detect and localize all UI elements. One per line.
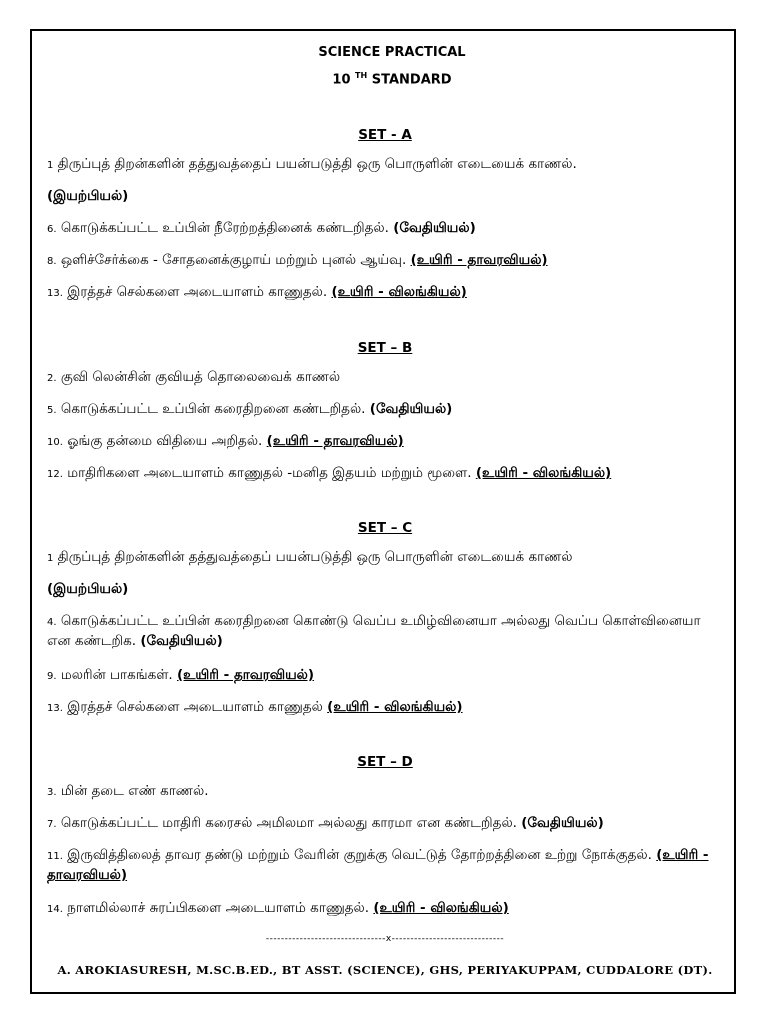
list-item: 10. ஓங்கு தன்மை விதியை அறிதல். (உயிரி - தாவரவியல்) <box>47 433 404 449</box>
document-page <box>30 29 736 994</box>
list-item: 13. இரத்தச் செல்களை அடையாளம் காணுதல். (உயிரி - விலங்கியல்) <box>47 284 467 300</box>
set-d-title: SET – D <box>357 754 413 770</box>
divider-line: --------------------------------x------------------------------ <box>265 934 505 944</box>
list-item: 8. ஒளிச்சேர்க்கை - சோதனைக்குழாய் மற்றும் புனல் ஆய்வு. (உயிரி - தாவரவியல்) <box>47 252 548 268</box>
list-item: 6. கொடுக்கப்பட்ட உப்பின் நீரேற்றத்தினைக் கண்டறிதல். (வேதியியல்) <box>47 220 476 236</box>
list-item: 13. இரத்தச் செல்களை அடையாளம் காணுதல் (உயிரி - விலங்கியல்) <box>47 699 463 715</box>
list-item: 1 திருப்புத் திறன்களின் தத்துவத்தைப் பயன்படுத்தி ஒரு பொருளின் எடையைக் காணல் <box>47 549 573 565</box>
list-item: 14. நாளமில்லாச் சுரப்பிகளை அடையாளம் காணுதல். (உயிரி - விலங்கியல்) <box>47 900 509 916</box>
set-a-title: SET - A <box>358 127 412 143</box>
list-item: 12. மாதிரிகளை அடையாளம் காணுதல் -மனித இதயம் மற்றும் மூளை. (உயிரி - விலங்கியல்) <box>47 465 612 481</box>
subject-tag: (இயற்பியல்) <box>47 188 129 204</box>
list-item: 9. மலரின் பாகங்கள். (உயிரி - தாவரவியல்) <box>47 667 315 683</box>
list-item: 5. கொடுக்கப்பட்ட உப்பின் கரைதிறனை கண்டறிதல். (வேதியியல்) <box>47 401 453 417</box>
subject-tag: (இயற்பியல்) <box>47 581 129 597</box>
document-title: SCIENCE PRACTICAL <box>318 45 466 60</box>
list-item: 7. கொடுக்கப்பட்ட மாதிரி கரைசல் அமிலமா அல்லது காரமா என கண்டறிதல். (வேதியியல்) <box>47 815 604 831</box>
set-b-title: SET – B <box>357 340 413 356</box>
list-item: 4. கொடுக்கப்பட்ட உப்பின் கரைதிறனை கொண்டு வெப்ப உமிழ்வினையா அல்லது வெப்ப கொள்வினையா என கண்டறிக. (வேதியியல்) <box>47 613 701 649</box>
list-item: 2. குவி லென்சின் குவியத் தொலைவைக் காணல் <box>47 369 341 385</box>
list-item: 11. இருவித்திலைத் தாவர தண்டு மற்றும் வேரின் குறுக்கு வெட்டுத் தோற்றத்தினை உற்று நோக்குதல். (உயிரி - தாவரவியல்) <box>47 847 709 883</box>
author-footer: A. AROKIASURESH, M.SC.B.ED., BT ASST. (SCIENCE), GHS, PERIYAKUPPAM, CUDDALORE (DT). <box>57 963 713 977</box>
list-item: 1 திருப்புத் திறன்களின் தத்துவத்தைப் பயன்படுத்தி ஒரு பொருளின் எடையைக் காணல். <box>47 156 577 172</box>
standard-heading: 10 $^{TH}$ STANDARD <box>332 71 452 88</box>
list-item: 3. மின் தடை எண் காணல். <box>47 783 209 799</box>
set-c-title: SET – C <box>357 520 413 536</box>
